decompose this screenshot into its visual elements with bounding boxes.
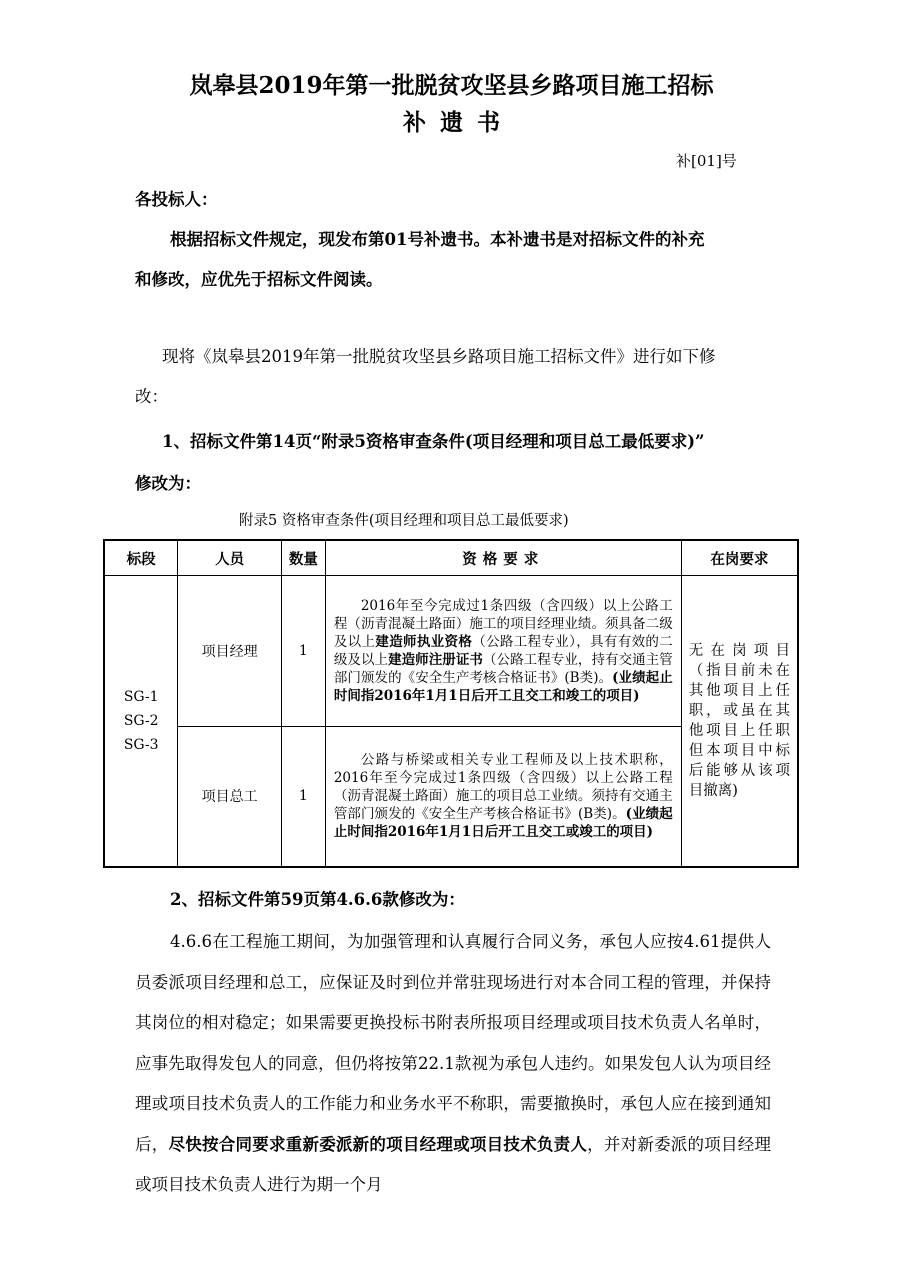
req-text: （公路工程专业），具有有效的二级及以上 [333, 634, 673, 668]
clause-text: 4.6.6在工程施工期间，为加强管理和认真履行合同义务，承包人应按4.61提供人员委派项目经理和总工，应保证及时到位并常驻现场进行对本合同工程的管理，并保持其岗位的相对稳定；如果需要更换投标书附表所报项目经理或项目技术负责人名单时，应事先取得发包人的同意，但仍将按第22.1款视为承包人违约。如果发包人认为项目经理或项目技术负责人的工作能力和业务水平不称职，需要撤换时，承包人应在接到通知后， [135, 932, 771, 1154]
modify-line-1: 现将《岚皋县2019年第一批脱贫攻坚县乡路项目施工招标文件》进行如下修 [162, 347, 716, 366]
requirements-cell [325, 576, 681, 727]
requirements-cell [325, 727, 681, 867]
header-onsite: 在岗要求 [681, 540, 798, 576]
req-bold: (业绩起止时间指2016年1月1日后开工且交工和竣工的项目) [333, 670, 673, 704]
document-subtitle: 补遗书 [403, 109, 514, 136]
req-bold: 建造师注册证书 [388, 652, 483, 668]
item1-line-1: 1、招标文件第14页“附录5资格审查条件(项目经理和项目总工最低要求)” [162, 432, 705, 451]
header-qty: 数量 [281, 540, 325, 576]
table-header-row [104, 540, 798, 576]
item2-heading: 2、招标文件第59页第4.6.6款修改为： [170, 890, 465, 909]
intro-line-2: 和修改，应优先于招标文件阅读。 [135, 270, 383, 289]
table-row [104, 576, 798, 727]
req-text: （公路工程专业，持有交通主管部门颁发的《安全生产考核合格证书》(B类)。 [333, 652, 673, 686]
salutation: 各投标人： [135, 190, 218, 209]
qualification-table [103, 539, 799, 868]
header-person: 人员 [178, 540, 282, 576]
section-label: SG-2 [123, 712, 159, 729]
req-bold: 建造师执业资格 [375, 634, 473, 650]
clause-paragraph [135, 922, 771, 1206]
table-caption: 附录5 资格审查条件(项目经理和项目总工最低要求) [239, 513, 569, 529]
qty-cell: 1 [281, 576, 325, 727]
onsite-cell: 无在岗项目（指目前未在其他项目上任职，或虽在其他项目上任职但本项目中标后能够从该项目撤离) [681, 576, 798, 867]
item1-line-2: 修改为： [135, 474, 201, 493]
modify-line-2: 改： [135, 387, 168, 406]
clause-bold: 尽快按合同要求重新委派新的项目经理或项目技术负责人 [168, 1134, 588, 1154]
section-cell [104, 576, 178, 867]
person-cell: 项目经理 [178, 576, 282, 727]
req-bold: (业绩起止时间指2016年1月1日后开工且交工或竣工的项目) [333, 806, 673, 841]
person-cell: 项目总工 [178, 727, 282, 867]
header-requirements: 资格要求 [325, 540, 681, 576]
req-text: 公路与桥梁或相关专业工程师及以上技术职称，2016年至今完成过1条四级（含四级）以上公路工程（沥青混凝土路面）施工的项目总工业绩。须持有交通主管部门颁发的《安全生产考核合格证书》(B类)。 [333, 752, 673, 823]
header-section: 标段 [104, 540, 178, 576]
document-number: 补[01]号 [676, 152, 737, 170]
section-label: SG-1 [123, 688, 159, 705]
qty-cell: 1 [281, 727, 325, 867]
req-text: 2016年至今完成过1条四级（含四级）以上公路工程（沥青混凝土路面）施工的项目经理业绩。须具备二级及以上 [333, 598, 673, 650]
document-title: 岚皋县2019年第一批脱贫攻坚县乡路项目施工招标 [189, 72, 714, 99]
clause-text: ，并对新委派的项目经理或项目技术负责人进行为期一个月 [135, 1134, 772, 1194]
section-label: SG-3 [123, 736, 159, 753]
intro-line-1: 根据招标文件规定，现发布第01号补遗书。本补遗书是对招标文件的补充 [170, 230, 705, 249]
